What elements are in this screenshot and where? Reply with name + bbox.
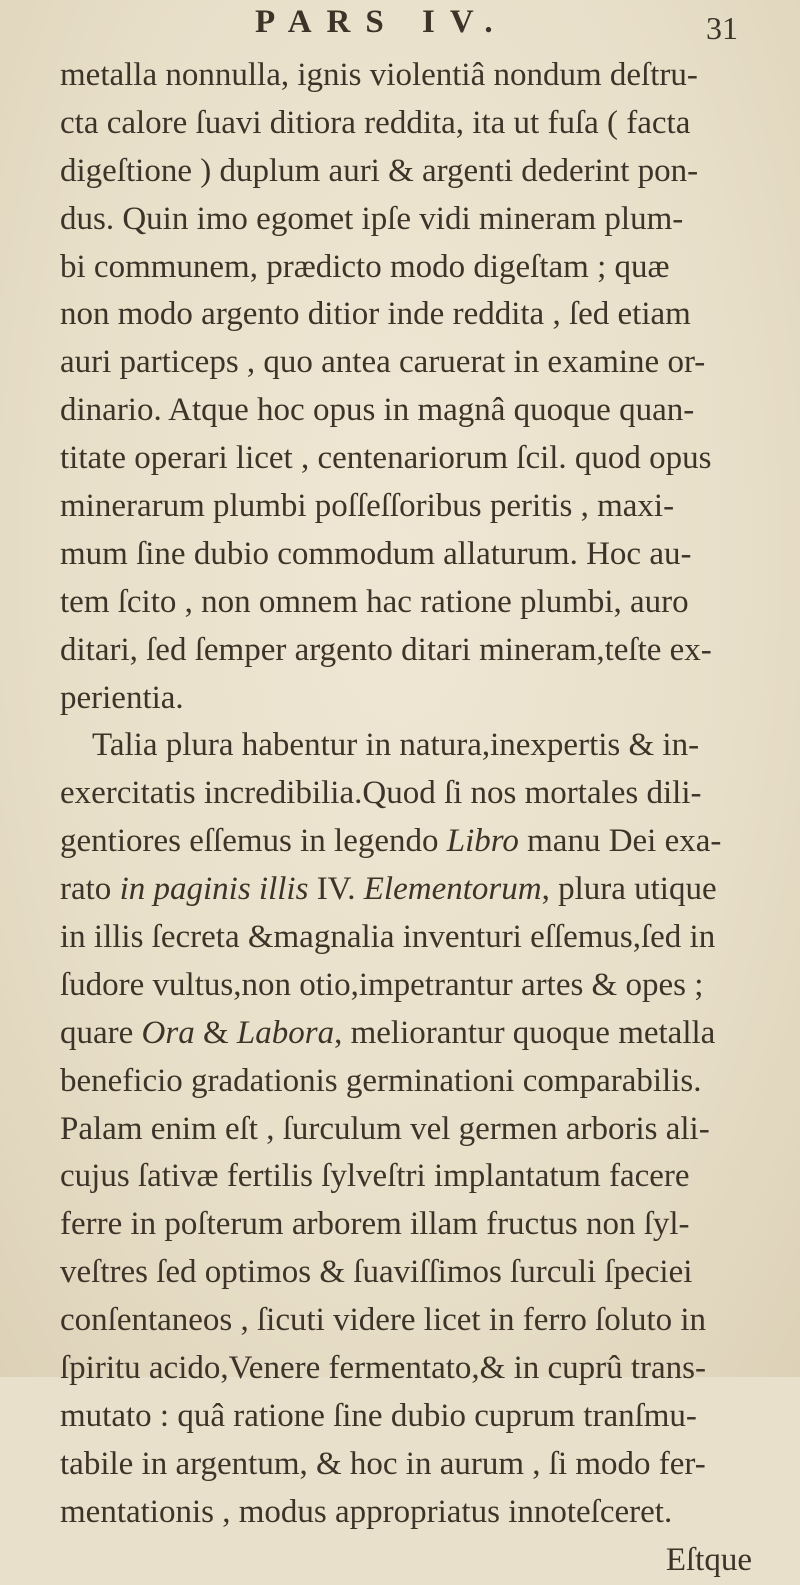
text-line: bi communem, prædicto modo digeſtam ; quæ: [60, 248, 670, 285]
italic-run: Libro: [446, 823, 519, 860]
text-line: cujus ſativæ fertilis ſylveſtri implantatum facere: [60, 1158, 690, 1195]
text-line: dinario. Atque hoc opus in magnâ quoque quan-: [60, 392, 695, 429]
text-run: , plura utique: [541, 871, 717, 908]
paragraph-start-line: Talia plura habentur in natura,inexpertis & in-: [92, 727, 700, 764]
text-run: rato: [60, 871, 120, 908]
text-line: auri particeps , quo antea caruerat in examine or-: [60, 344, 706, 381]
text-run: quare: [60, 1014, 142, 1051]
text-line: tabile in argentum, & hoc in aurum , ſi modo fer-: [60, 1445, 706, 1482]
text-line: ditari, ſed ſemper argento ditari mineram,teſte ex-: [60, 631, 712, 668]
text-line: ferre in poſterum arborem illam fructus non ſyl-: [60, 1206, 690, 1243]
text-line: [60, 818, 760, 866]
text-line: mum ſine dubio commodum allaturum. Hoc au-: [60, 535, 692, 572]
italic-run: Elementorum: [363, 871, 542, 908]
text-line: non modo argento ditior inde reddita , ſed etiam: [60, 296, 691, 333]
text-line: cta calore ſuavi ditiora reddita, ita ut fuſa ( facta: [60, 104, 691, 141]
text-line: dus. Quin imo egomet ipſe vidi mineram plum-: [60, 200, 684, 237]
text-line: beneficio gradationis germinationi comparabilis.: [60, 1062, 702, 1099]
text-line: titate operari licet , centenariorum ſcil. quod opus: [60, 440, 712, 477]
italic-run: Ora: [141, 1014, 195, 1051]
text-line: [60, 1010, 760, 1058]
text-line: Palam enim eſt , ſurculum vel germen arboris ali-: [60, 1110, 710, 1147]
text-line: mentationis , modus appropriatus innoteſceret.: [60, 1493, 673, 1530]
text-line: metalla nonnulla, ignis violentiâ nondum deſtru-: [60, 57, 698, 93]
running-head: PARS IV.: [255, 4, 508, 40]
italic-run: Labora: [236, 1014, 335, 1051]
text-run: IV.: [308, 871, 364, 908]
text-line: veſtres ſed optimos & ſuaviſſimos ſurculi ſpeciei: [60, 1254, 693, 1291]
text-run: manu Dei exa-: [518, 823, 722, 860]
text-line: ſudore vultus,non otio,impetrantur artes & opes ;: [60, 966, 704, 1003]
body-text: [60, 52, 760, 1585]
page-header: [0, 4, 800, 44]
page-number: 31: [706, 10, 738, 46]
text-run: gentiores eſſemus in legendo: [60, 823, 447, 860]
text-run: &: [194, 1014, 237, 1051]
catchword: Eſtque: [665, 1541, 752, 1578]
text-line: ſpiritu acido,Venere fermentato,& in cuprû trans-: [60, 1350, 707, 1387]
italic-run: in paginis illis: [119, 871, 309, 908]
text-line: conſentaneos , ſicuti videre licet in ferro ſoluto in: [60, 1302, 707, 1339]
text-line: tem ſcito , non omnem hac ratione plumbi, auro: [60, 583, 689, 620]
text-line: in illis ſecreta &magnalia inventuri eſſemus,ſed in: [60, 919, 716, 956]
text-run: , meliorantur quoque metalla: [334, 1014, 716, 1051]
text-line: perientia.: [60, 679, 184, 716]
text-line: minerarum plumbi poſſeſſoribus peritis , maxi-: [60, 488, 675, 525]
text-line: exercitatis incredibilia.Quod ſi nos mortales dili-: [60, 775, 702, 812]
text-line: [60, 866, 760, 914]
text-line: digeſtione ) duplum auri & argenti dederint pon-: [60, 152, 699, 189]
text-line: mutato : quâ ratione ſine dubio cuprum tranſmu-: [60, 1397, 697, 1434]
